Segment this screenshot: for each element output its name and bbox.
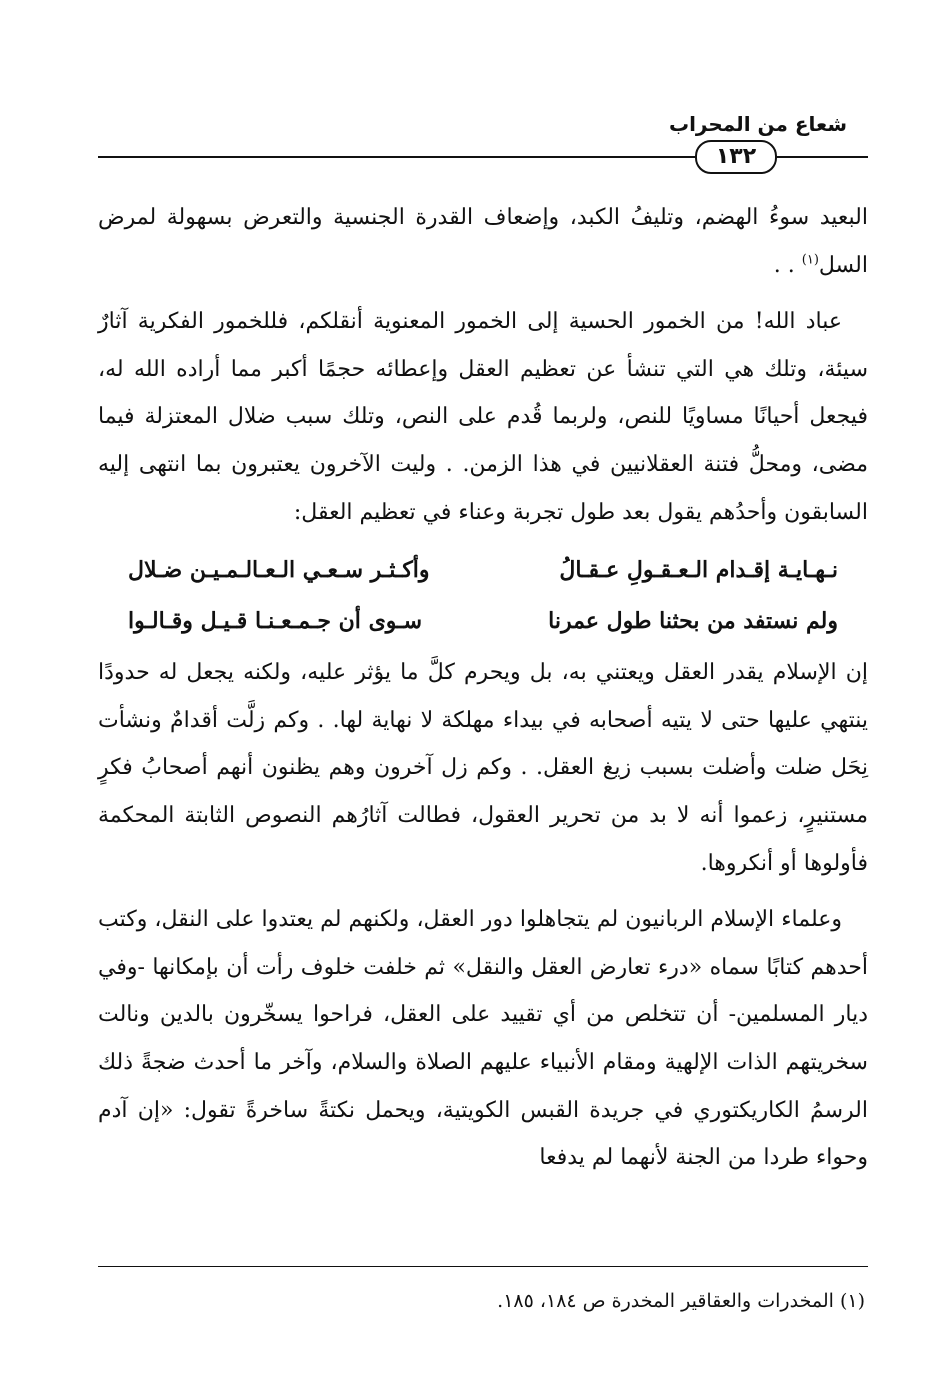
- verse-line-1: [98, 545, 868, 596]
- paragraph-2: عباد الله! من الخمور الحسية إلى الخمور المعنوية أنقلكم، فللخمور الفكرية آثارٌ سيئة، وتلك هي التي تنشأ عن تعظيم العقل وإعطائه حجمًا أكبر مما أراده الله له، فيجعل أحيانًا مساويًا للنص، ولربما قُدم على النص، وتلك سبب ضلال المعتزلة فيما مضى، ومحلُّ فتنة العقلانيين في هذا الزمن. . وليت الآخرون يعتبرون بما انتهى إليه السابقون وأحدُهم يقول بعد طول تجربة وعناء في تعظيم العقل:: [98, 309, 868, 525]
- running-title: شعاع من المحراب: [668, 112, 847, 136]
- paragraph-4: وعلماء الإسلام الربانيون لم يتجاهلوا دور العقل، ولكنهم لم يعتدوا على النقل، وكتب أحدهم كتابًا سماه «درء تعارض العقل والنقل» ثم خلفت خلوف رأت أن بإمكانها -وفي ديار المسلمين- أن تتخلص من أي تقييد على العقل، فراحوا يسخّرون بالدين ونالت سخريتهم الذات الإلهية ومقام الأنبياء عليهم الصلاة والسلام، وآخر ما أحدث ضجةً ذلك الرسمُ الكاريكتوري في جريدة القبس الكويتية، ويحمل نكتةً ساخرةً تقول: «إن آدم وحواء طردا من الجنة لأنهما لم يدفعا: [98, 907, 868, 1171]
- verse-line-2-first-hemistich: ولم نستفد من بحثنا طول عمرنا: [548, 608, 838, 635]
- verse-line-2-second-hemistich: سـوى أن جـمـعـنـا قـيـل وقـالـوا: [128, 608, 423, 635]
- footnote-reference[interactable]: (١): [801, 252, 819, 268]
- verse-line-1-second-hemistich: وأكـثـر سـعـي الـعـالـمـيـن ضـلال: [128, 557, 430, 584]
- footnote: (١) المخدرات والعقاقير المخدرة ص ١٨٤، ١٨٥.: [497, 1290, 865, 1312]
- footnote-rule: [98, 1266, 868, 1267]
- body-text: [98, 194, 868, 1191]
- paragraph-3: إن الإسلام يقدر العقل ويعتني به، بل ويحرم كلَّ ما يؤثر عليه، ولكنه يجعل له حدودًا ينتهي عليها حتى لا يتيه أصحابه في بيداء مهلكة لا نهاية لها. . وكم زلَّت أقدامٌ ونشأت نِحَل ضلت وأضلت بسبب زيغ العقل. . وكم زل آخرون وهم يظنون أنهم أصحابُ فكرٍ مستنيرٍ، زعموا أنه لا بد من تحرير العقول، فطالت آثارُهم النصوص الثابتة المحكمة فأولوها أو أنكروها.: [98, 660, 868, 876]
- verse-line-1-first-hemistich: نـهـايـة إقـدام الـعـقـولِ عـقـالُ: [559, 557, 838, 584]
- paragraph-1-tail: . .: [773, 252, 802, 278]
- verse-line-2: [98, 596, 868, 647]
- paragraph-1: [98, 194, 868, 289]
- poem-verse: [98, 545, 868, 647]
- page-number: ١٣٢: [695, 140, 777, 174]
- paragraph-1-text: البعيد سوءُ الهضم، وتليفُ الكبد، وإضعاف القدرة الجنسية والتعرض بسهولة لمرض السل: [98, 205, 868, 278]
